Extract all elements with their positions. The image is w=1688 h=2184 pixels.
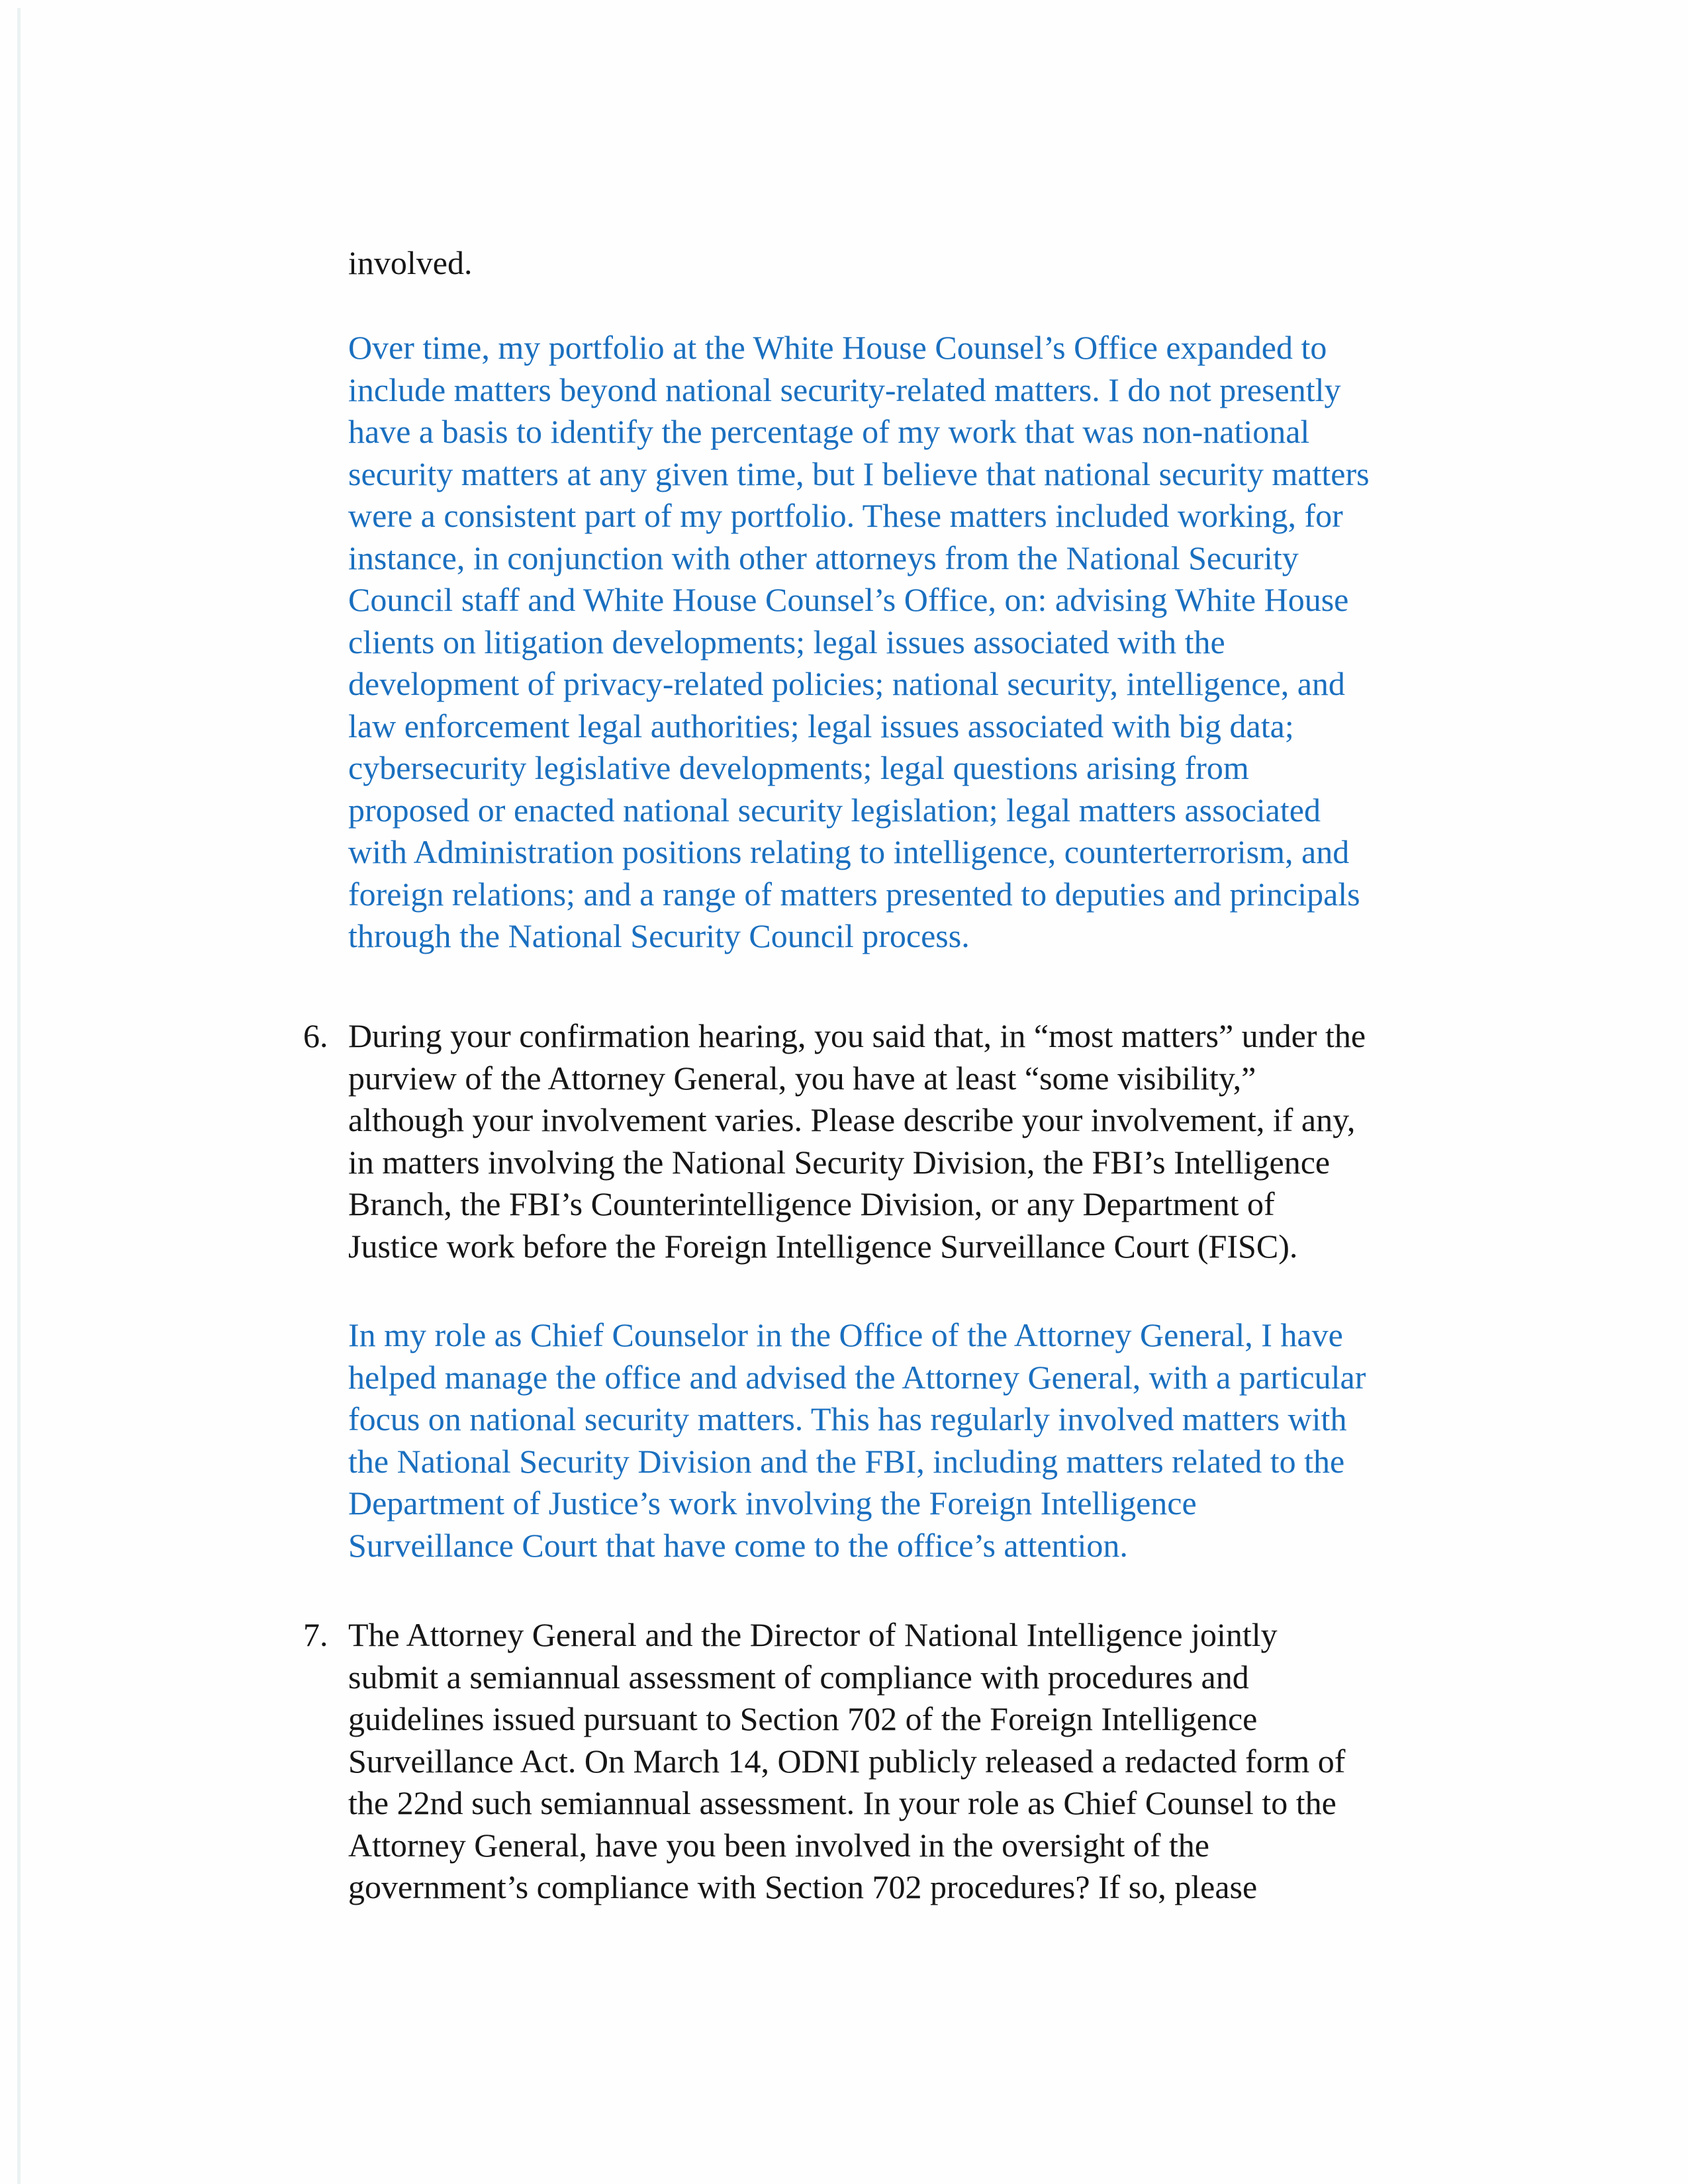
scan-edge-line [17, 8, 21, 2184]
text-line: involved. [348, 244, 473, 281]
text-line: Surveillance Act. On March 14, ODNI publicly released a redacted form of [348, 1742, 1346, 1780]
text-line: law enforcement legal authorities; legal issues associated with big data; [348, 707, 1294, 745]
text-line: Council staff and White House Counsel’s Office, on: advising White House [348, 581, 1349, 618]
text-line: focus on national security matters. This has regularly involved matters with [348, 1400, 1347, 1437]
text-line: were a consistent part of my portfolio. These matters included working, for [348, 497, 1343, 534]
response-6-paragraph [348, 1314, 1366, 1567]
text-line: development of privacy-related policies; national security, intelligence, and [348, 665, 1345, 702]
text-line: with Administration positions relating to intelligence, counterterrorism, and [348, 833, 1350, 870]
text-line: instance, in conjunction with other attorneys from the National Security [348, 539, 1299, 576]
text-line: proposed or enacted national security legislation; legal matters associated [348, 791, 1321, 829]
text-line: security matters at any given time, but I believe that national security matters [348, 455, 1370, 492]
question-6 [303, 1015, 1366, 1267]
text-line: cybersecurity legislative developments; legal questions arising from [348, 749, 1249, 786]
text-line: During your confirmation hearing, you said that, in “most matters” under the [348, 1017, 1366, 1054]
text-line: in matters involving the National Security Division, the FBI’s Intelligence [348, 1143, 1331, 1181]
text-line: submit a semiannual assessment of compliance with procedures and [348, 1658, 1249, 1696]
response-5-paragraph [348, 327, 1370, 958]
text-line: Attorney General, have you been involved in the oversight of the [348, 1826, 1210, 1864]
text-line: Department of Justice’s work involving the Foreign Intelligence [348, 1484, 1197, 1522]
text-line: government’s compliance with Section 702 procedures? If so, please [348, 1868, 1258, 1905]
question-number: 6. [303, 1017, 328, 1054]
text-line: although your involvement varies. Please describe your involvement, if any, [348, 1101, 1356, 1138]
text-line: have a basis to identify the percentage of my work that was non-national [348, 413, 1310, 450]
question-number: 7. [303, 1616, 328, 1653]
text-line: In my role as Chief Counselor in the Office of the Attorney General, I have [348, 1316, 1343, 1353]
text-line: Surveillance Court that have come to the office’s attention. [348, 1526, 1128, 1564]
text-line: the 22nd such semiannual assessment. In your role as Chief Counsel to the [348, 1784, 1336, 1821]
text-line: foreign relations; and a range of matters presented to deputies and principals [348, 875, 1360, 913]
text-line: through the National Security Council process. [348, 917, 970, 954]
text-line: The Attorney General and the Director of National Intelligence jointly [348, 1616, 1278, 1653]
text-line: Over time, my portfolio at the White House Counsel’s Office expanded to [348, 329, 1327, 366]
text-line: the National Security Division and the FBI, including matters related to the [348, 1442, 1345, 1480]
text-line: guidelines issued pursuant to Section 702 of the Foreign Intelligence [348, 1700, 1258, 1737]
text-line: clients on litigation developments; legal issues associated with the [348, 623, 1225, 660]
question-7 [303, 1614, 1346, 1909]
continuation-text [348, 242, 472, 285]
text-line: Justice work before the Foreign Intelligence Surveillance Court (FISC). [348, 1227, 1298, 1265]
text-line: include matters beyond national security-related matters. I do not presently [348, 371, 1341, 408]
text-line: helped manage the office and advised the Attorney General, with a particular [348, 1358, 1366, 1396]
text-line: purview of the Attorney General, you have at least “some visibility,” [348, 1059, 1256, 1097]
text-line: Branch, the FBI’s Counterintelligence Division, or any Department of [348, 1185, 1275, 1222]
